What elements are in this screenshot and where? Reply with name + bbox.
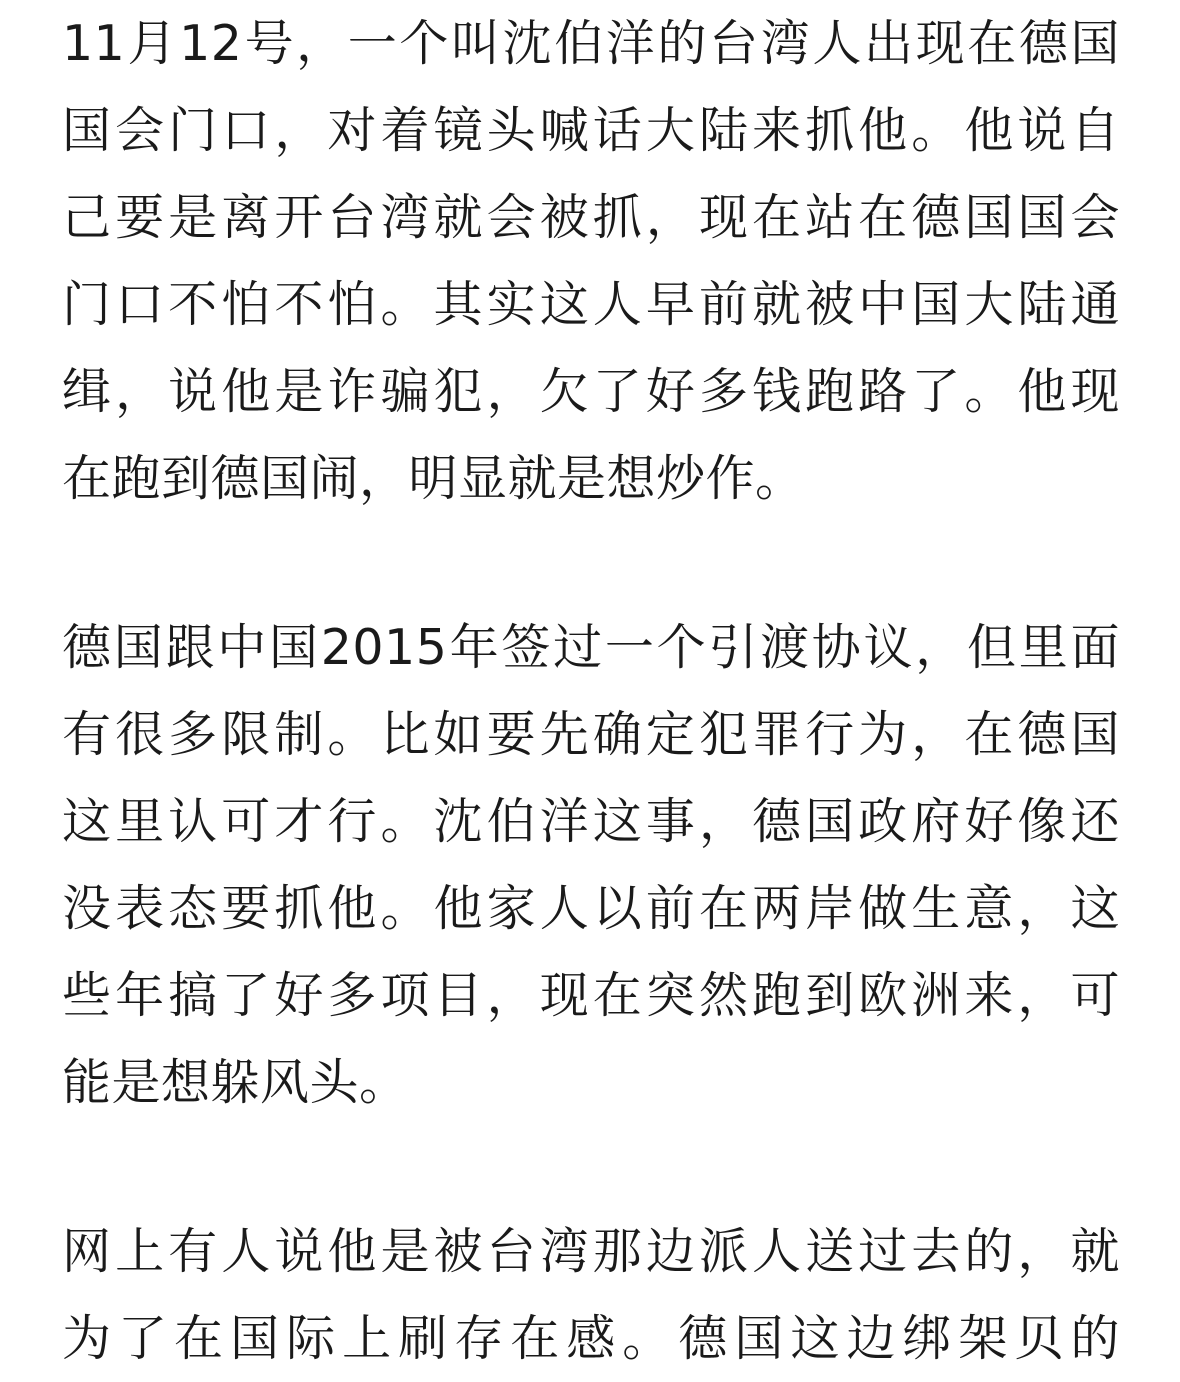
text-line: 能是想躲风头。 [62, 1054, 409, 1111]
text-line: 缉，说他是诈骗犯，欠了好多钱跑路了。他现 [62, 363, 1120, 420]
text-line: 德国跟中国2015年签过一个引渡协议，但里面 [62, 619, 1120, 676]
text-line: 为了在国际上刷存在感。德国这边绑架贝的 [62, 1310, 1120, 1367]
text-line: 11月12号，一个叫沈伯洋的台湾人出现在德国 [62, 15, 1120, 72]
text-line: 网上有人说他是被台湾那边派人送过去的，就 [62, 1223, 1120, 1280]
text-line: 己要是离开台湾就会被抓，现在站在德国国会 [62, 189, 1120, 246]
paragraph-2 [62, 604, 1120, 1126]
text-line: 些年搞了好多项目，现在突然跑到欧洲来，可 [62, 967, 1120, 1024]
text-line: 这里认可才行。沈伯洋这事，德国政府好像还 [62, 793, 1120, 850]
text-line: 有很多限制。比如要先确定犯罪行为，在德国 [62, 706, 1120, 763]
text-line: 没表态要抓他。他家人以前在两岸做生意，这 [62, 880, 1120, 937]
text-line: 门口不怕不怕。其实这人早前就被中国大陆通 [62, 276, 1120, 333]
text-line: 国会门口，对着镜头喊话大陆来抓他。他说自 [62, 102, 1120, 159]
article-body [62, 0, 1120, 1382]
paragraph-1 [62, 0, 1120, 522]
paragraph-3 [62, 1208, 1120, 1382]
text-line: 在跑到德国闹，明显就是想炒作。 [62, 450, 805, 507]
